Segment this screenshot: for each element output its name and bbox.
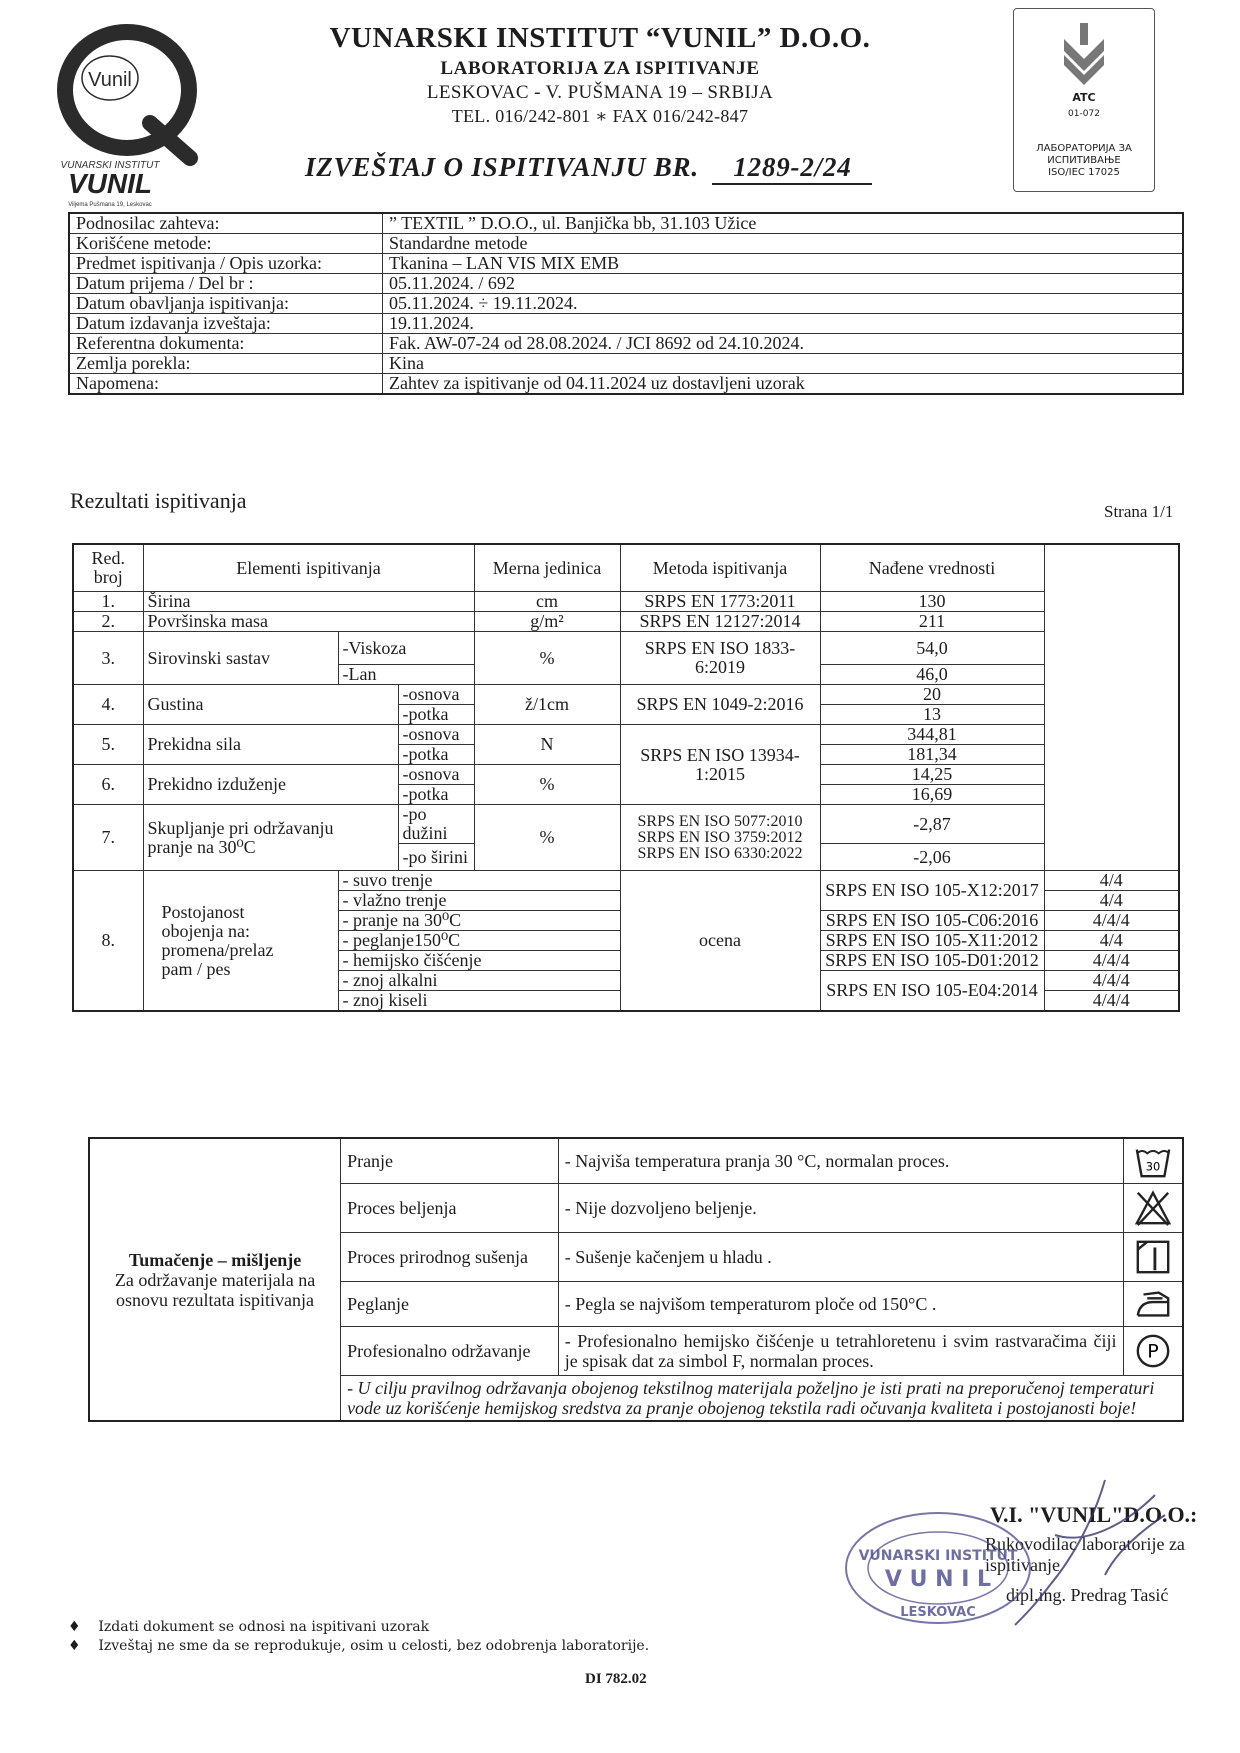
row-element: Postojanost obojenja na: promena/prelaz pam / pes <box>143 871 338 1012</box>
row-element: Površinska masa <box>143 612 474 632</box>
row-subelement: - peglanje150⁰C <box>338 931 620 951</box>
no-bleach-icon <box>1134 1189 1172 1227</box>
row-value: 4/4/4 <box>1044 951 1179 971</box>
row-value: 16,69 <box>820 785 1044 805</box>
sample-info-table <box>68 212 1184 395</box>
info-value: 05.11.2024. ÷ 19.11.2024. <box>383 294 1184 314</box>
footer-note-2: ♦ Izveštaj ne sme da se reprodukuje, osim u celosti, bez odobrenja laboratorije. <box>68 1638 650 1654</box>
table-row <box>73 632 1179 665</box>
row-method: SRPS EN ISO 105-X11:2012 <box>820 931 1044 951</box>
table-row <box>73 725 1179 745</box>
row-subelement: -po širini <box>398 844 474 871</box>
care-label: Peglanje <box>341 1282 559 1327</box>
report-heading <box>305 152 872 185</box>
lab-address: LESKOVAC - V. PUŠMANA 19 – SRBIJA <box>426 82 774 103</box>
care-label: Proces prirodnog sušenja <box>341 1233 559 1282</box>
row-value: 14,25 <box>820 765 1044 785</box>
info-key: Korišćene metode: <box>69 234 383 254</box>
info-row <box>69 234 1183 254</box>
svg-text:Vunil: Vunil <box>88 69 132 91</box>
row-subelement: -potka <box>398 785 474 805</box>
handwritten-signature <box>955 1475 1185 1635</box>
row-subelement: - vlažno trenje <box>338 891 620 911</box>
info-value: Kina <box>383 354 1184 374</box>
row-method: SRPS EN ISO 5077:2010 SRPS EN ISO 3759:2012 SRPS EN ISO 6330:2022 <box>620 805 820 871</box>
row-method: SRPS EN ISO 105-D01:2012 <box>820 951 1044 971</box>
row-value: 344,81 <box>820 725 1044 745</box>
row-value: 46,0 <box>820 665 1044 685</box>
care-row <box>89 1138 1183 1184</box>
row-value: 181,34 <box>820 745 1044 765</box>
row-unit: % <box>474 805 620 871</box>
row-unit: % <box>474 765 620 805</box>
row-value: 54,0 <box>820 632 1044 665</box>
svg-text:VUNARSKI INSTITUT: VUNARSKI INSTITUT <box>858 1548 1018 1564</box>
row-no: 1. <box>73 592 143 612</box>
row-method: SRPS EN 1049-2:2016 <box>620 685 820 725</box>
row-no: 2. <box>73 612 143 632</box>
row-method: SRPS EN ISO 1833-6:2019 <box>620 632 820 685</box>
info-row <box>69 294 1183 314</box>
results-table <box>72 543 1180 1012</box>
row-no: 3. <box>73 632 143 685</box>
interpretation-heading: Tumačenje – mišljenje Za održavanje materijala na osnovu rezultata ispitivanja <box>89 1138 341 1421</box>
table-row <box>73 685 1179 705</box>
row-unit: % <box>474 632 620 685</box>
dry-clean-p-icon <box>1134 1332 1172 1370</box>
row-value: -2,06 <box>820 844 1044 871</box>
row-value: 13 <box>820 705 1044 725</box>
signature-role: Rukovodilac laboratorije za ispitivanje <box>985 1534 1185 1575</box>
svg-text:Viljema Pušmana 19, Leskovac: Viljema Pušmana 19, Leskovac <box>68 202 152 208</box>
header-unit: Merna jedinica <box>474 544 620 592</box>
results-title: Rezultati ispitivanja <box>70 488 247 513</box>
info-key: Datum prijema / Del br : <box>69 274 383 294</box>
svg-text:30: 30 <box>1145 1159 1160 1174</box>
row-element: Prekidna sila <box>143 725 398 765</box>
header-value: Nađene vrednosti <box>820 544 1044 592</box>
info-value: Zahtev za ispitivanje od 04.11.2024 uz dostavljeni uzorak <box>383 374 1184 395</box>
line-dry-shade-icon <box>1134 1238 1172 1276</box>
care-note: - U cilju pravilnog održavanja obojenog tekstilnog materijala poželjno je isti prati na preporučenoj temperaturi vode uz korišćenje hemijskog sredstva za pranje obojenog tekstila radi očuvanja kvaliteta i postojanosti boje! <box>341 1376 1183 1422</box>
svg-text:P: P <box>1147 1340 1159 1363</box>
row-element: Prekidno izduženje <box>143 765 398 805</box>
wash-30-icon <box>1134 1142 1172 1180</box>
info-key: Datum izdavanja izveštaja: <box>69 314 383 334</box>
info-value: Fak. AW-07-24 od 28.08.2024. / JCI 8692 od 24.10.2024. <box>383 334 1184 354</box>
row-subelement: -Viskoza <box>338 632 474 665</box>
interpretation-table <box>88 1137 1184 1422</box>
care-text: - Profesionalno hemijsko čišćenje u tetrahloretenu i svim rastvaračima čiji je spisak dat za simbol F, normalan proces. <box>558 1327 1123 1376</box>
info-value: 19.11.2024. <box>383 314 1184 334</box>
atc-code: 01-072 <box>1068 109 1100 119</box>
header-method: Metoda ispitivanja <box>620 544 820 592</box>
svg-text:VUNARSKI INSTITUT: VUNARSKI INSTITUT <box>60 160 160 171</box>
row-method: SRPS EN ISO 105-X12:2017 <box>820 871 1044 911</box>
row-subelement: -Lan <box>338 665 474 685</box>
row-subelement: -osnova <box>398 685 474 705</box>
info-key: Datum obavljanja ispitivanja: <box>69 294 383 314</box>
care-icon-cell <box>1123 1138 1183 1184</box>
row-value: 4/4/4 <box>1044 971 1179 991</box>
row-value: 4/4 <box>1044 871 1179 891</box>
svg-text:VUNIL: VUNIL <box>68 168 152 199</box>
row-no: 4. <box>73 685 143 725</box>
table-row <box>73 805 1179 844</box>
vunil-logo <box>55 18 200 213</box>
lab-name: LABORATORIJA ZA ISPITIVANJE <box>440 58 760 79</box>
info-row <box>69 334 1183 354</box>
row-element: Sirovinski sastav <box>143 632 338 685</box>
row-method: SRPS EN ISO 105-C06:2016 <box>820 911 1044 931</box>
row-subelement: - hemijsko čišćenje <box>338 951 620 971</box>
info-key: Podnosilac zahteva: <box>69 213 383 234</box>
row-value: 130 <box>820 592 1044 612</box>
row-no: 6. <box>73 765 143 805</box>
info-value: Tkanina – LAN VIS MIX EMB <box>383 254 1184 274</box>
care-text: - Nije dozvoljeno beljenje. <box>558 1184 1123 1233</box>
care-label: Proces beljenja <box>341 1184 559 1233</box>
care-icon-cell <box>1123 1282 1183 1327</box>
row-element: Skupljanje pri održavanju pranje na 30⁰C <box>143 805 398 871</box>
care-label: Profesionalno održavanje <box>341 1327 559 1376</box>
care-icon-cell <box>1123 1184 1183 1233</box>
row-unit: g/m² <box>474 612 620 632</box>
info-row <box>69 354 1183 374</box>
info-row <box>69 374 1183 395</box>
row-subelement: -potka <box>398 745 474 765</box>
info-value: ” TEXTIL ” D.O.O., ul. Banjička bb, 31.103 Užice <box>383 213 1184 234</box>
header-no: Red. broj <box>73 544 143 592</box>
row-value: 4/4/4 <box>1044 911 1179 931</box>
info-key: Zemlja porekla: <box>69 354 383 374</box>
info-value: 05.11.2024. / 692 <box>383 274 1184 294</box>
row-subelement: -osnova <box>398 725 474 745</box>
info-row <box>69 213 1183 234</box>
care-text: - Pegla se najvišom temperaturom ploče od 150°C . <box>558 1282 1123 1327</box>
page-number: Strana 1/1 <box>1104 502 1174 521</box>
header-element: Elementi ispitivanja <box>143 544 474 592</box>
care-icon-cell <box>1123 1233 1183 1282</box>
table-row <box>73 871 1179 891</box>
atc-check-icon <box>1054 19 1114 89</box>
report-label: IZVEŠTAJ O ISPITIVANJU BR. <box>305 152 699 182</box>
atc-lab: ЛАБОРАТОРИЈА ЗА ИСПИТИВАЊЕ ISO/IEC 17025 <box>1036 143 1132 178</box>
svg-text:V U N I L: V U N I L <box>884 1567 992 1592</box>
info-value: Standardne metode <box>383 234 1184 254</box>
row-value: 4/4 <box>1044 891 1179 911</box>
document-code: DI 782.02 <box>585 1671 647 1687</box>
care-text: - Sušenje kačenjem u hladu . <box>558 1233 1123 1282</box>
row-value: 20 <box>820 685 1044 705</box>
row-no: 7. <box>73 805 143 871</box>
row-method: SRPS EN ISO 105-E04:2014 <box>820 971 1044 1012</box>
signature-company: V.I. "VUNIL"D.O.O.: <box>990 1502 1198 1527</box>
lab-phone-fax: TEL. 016/242-801 ∗ FAX 016/242-847 <box>451 106 749 126</box>
row-subelement: - suvo trenje <box>338 871 620 891</box>
care-label: Pranje <box>341 1138 559 1184</box>
care-text: - Najviša temperatura pranja 30 °C, normalan proces. <box>558 1138 1123 1184</box>
row-value: 4/4 <box>1044 931 1179 951</box>
row-method: SRPS EN 12127:2014 <box>620 612 820 632</box>
row-method: SRPS EN ISO 13934-1:2015 <box>620 725 820 805</box>
signature-name: dipl.ing. Predrag Tasić <box>1006 1585 1169 1605</box>
row-subelement: - pranje na 30⁰C <box>338 911 620 931</box>
table-row <box>73 612 1179 632</box>
info-row <box>69 314 1183 334</box>
row-method: SRPS EN 1773:2011 <box>620 592 820 612</box>
accreditation-badge <box>1013 8 1155 192</box>
row-value: 211 <box>820 612 1044 632</box>
info-row <box>69 274 1183 294</box>
row-element: Širina <box>143 592 474 612</box>
row-subelement: -po dužini <box>398 805 474 844</box>
report-number: 1289-2/24 <box>712 152 872 185</box>
footer-note-1: ♦ Izdati dokument se odnosi na ispitivani uzorak <box>68 1619 430 1635</box>
row-subelement: -potka <box>398 705 474 725</box>
row-subelement: -osnova <box>398 765 474 785</box>
row-no: 5. <box>73 725 143 765</box>
row-unit: N <box>474 725 620 765</box>
info-key: Referentna dokumenta: <box>69 334 383 354</box>
table-row <box>73 592 1179 612</box>
atc-label: ATC <box>1072 91 1096 104</box>
institute-title: VUNARSKI INSTITUT “VUNIL” D.O.O. <box>329 22 871 54</box>
info-key: Napomena: <box>69 374 383 395</box>
row-unit: cm <box>474 592 620 612</box>
row-value: -2,87 <box>820 805 1044 844</box>
info-key: Predmet ispitivanja / Opis uzorka: <box>69 254 383 274</box>
results-header-row <box>73 544 1179 592</box>
row-no: 8. <box>73 871 143 1012</box>
row-value: 4/4/4 <box>1044 991 1179 1012</box>
info-row <box>69 254 1183 274</box>
row-unit: ocena <box>620 871 820 1012</box>
row-unit: ž/1cm <box>474 685 620 725</box>
row-subelement: - znoj kiseli <box>338 991 620 1012</box>
row-element: Gustina <box>143 685 398 725</box>
care-icon-cell <box>1123 1327 1183 1376</box>
svg-text:LESKOVAC: LESKOVAC <box>900 1605 976 1620</box>
row-subelement: - znoj alkalni <box>338 971 620 991</box>
iron-icon <box>1134 1285 1172 1323</box>
